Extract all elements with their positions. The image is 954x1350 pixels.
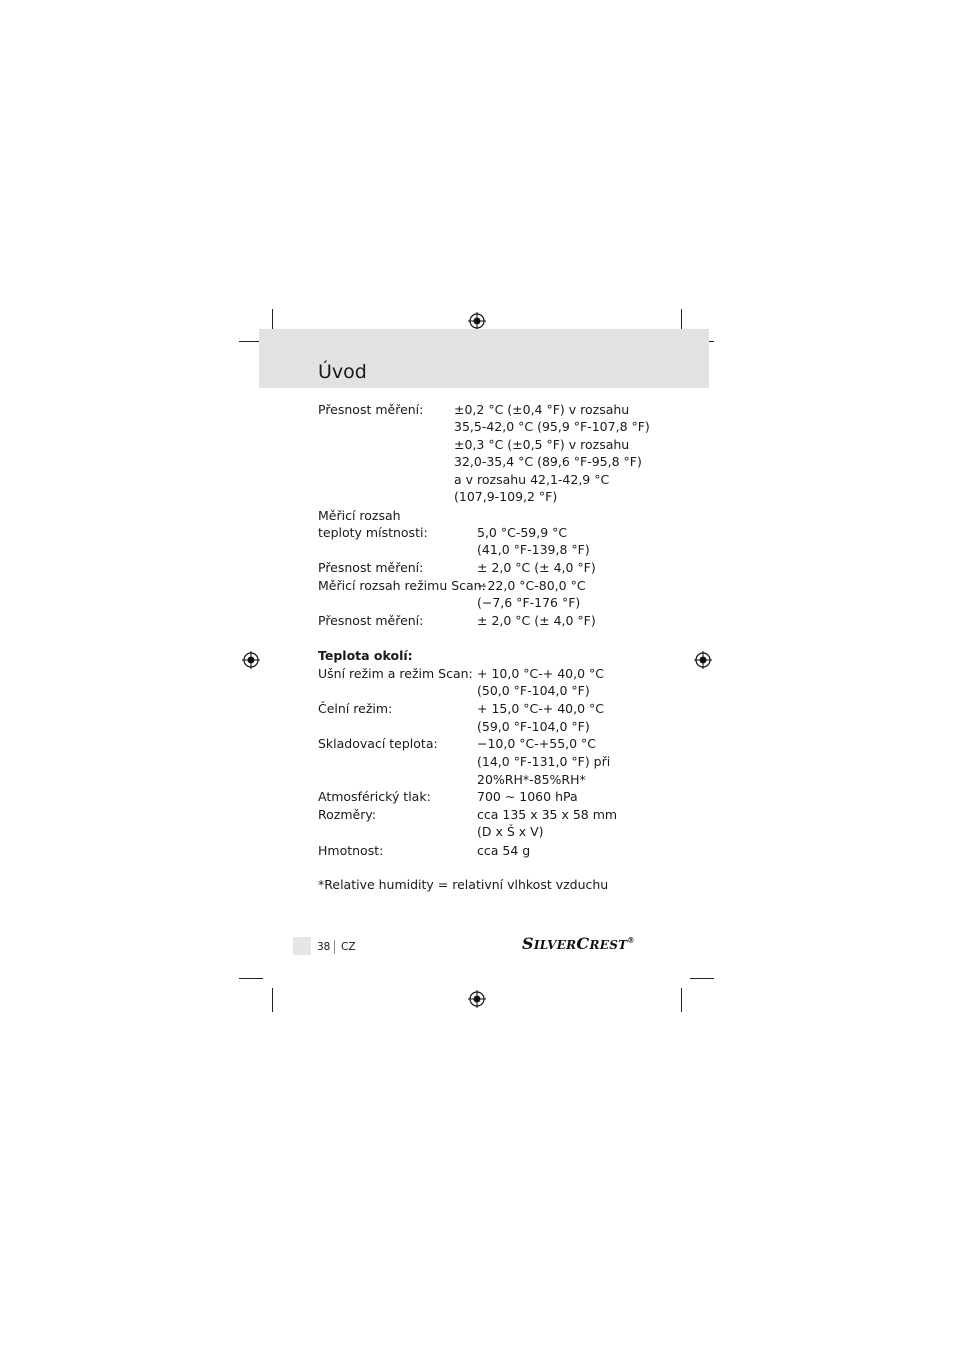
page-title: Úvod	[318, 361, 367, 383]
spec-value: (50,0 °F-104,0 °F)	[477, 683, 590, 698]
spec-value: cca 54 g	[477, 843, 531, 858]
spec-label: Čelní režim:	[318, 701, 393, 716]
spec-value: + 10,0 °C-+ 40,0 °C	[477, 666, 604, 681]
spec-label: Měřicí rozsah	[318, 508, 401, 523]
registration-mark-icon	[468, 312, 486, 330]
spec-value: ± 2,0 °C (± 4,0 °F)	[477, 613, 596, 628]
spec-label: Měřicí rozsah režimu Scan:	[318, 578, 486, 593]
spec-value: (59,0 °F-104,0 °F)	[477, 719, 590, 734]
spec-value: ±0,3 °C (±0,5 °F) v rozsahu	[454, 437, 630, 452]
spec-label: Atmosférický tlak:	[318, 789, 431, 804]
section-heading: Teplota okolí:	[318, 648, 413, 663]
footer-divider	[334, 940, 335, 954]
spec-value: 700 ~ 1060 hPa	[477, 789, 578, 804]
spec-value: ±0,2 °C (±0,4 °F) v rozsahu	[454, 402, 630, 417]
spec-label: teploty místnosti:	[318, 525, 428, 540]
crop-mark	[272, 988, 273, 1012]
footnote: *Relative humidity = relativní vlhkost vzduchu	[318, 877, 609, 892]
page-number: 38	[317, 941, 331, 953]
spec-label: Přesnost měření:	[318, 560, 424, 575]
spec-value: (107,9-109,2 °F)	[454, 489, 558, 504]
spec-value: (−7,6 °F-176 °F)	[477, 595, 581, 610]
spec-value: −10,0 °C-+55,0 °C	[477, 736, 597, 751]
language-code: CZ	[341, 941, 356, 953]
spec-label: Hmotnost:	[318, 843, 384, 858]
spec-label: Skladovací teplota:	[318, 736, 438, 751]
registration-mark-icon	[242, 651, 260, 669]
spec-label: Přesnost měření:	[318, 613, 424, 628]
page-tab	[293, 937, 311, 955]
spec-value: ± 2,0 °C (± 4,0 °F)	[477, 560, 596, 575]
crop-mark	[690, 978, 714, 979]
spec-value: + 15,0 °C-+ 40,0 °C	[477, 701, 604, 716]
spec-value: 5,0 °C-59,9 °C	[477, 525, 568, 540]
spec-label: Rozměry:	[318, 807, 377, 822]
registration-mark-icon	[468, 990, 486, 1008]
crop-mark	[239, 978, 263, 979]
spec-value: (14,0 °F-131,0 °F) při	[477, 754, 611, 769]
crop-mark	[681, 988, 682, 1012]
registration-mark-icon	[694, 651, 712, 669]
spec-label: Přesnost měření:	[318, 402, 424, 417]
spec-value: 32,0-35,4 °C (89,6 °F-95,8 °F)	[454, 454, 642, 469]
spec-label: Ušní režim a režim Scan:	[318, 666, 473, 681]
spec-value: −22,0 °C-80,0 °C	[477, 578, 586, 593]
spec-value: 35,5-42,0 °C (95,9 °F-107,8 °F)	[454, 419, 650, 434]
spec-value: a v rozsahu 42,1-42,9 °C	[454, 472, 610, 487]
spec-value: (41,0 °F-139,8 °F)	[477, 542, 590, 557]
spec-value: 20%RH*-85%RH*	[477, 772, 586, 787]
spec-value: cca 135 x 35 x 58 mm	[477, 807, 618, 822]
brand-logo: SILVERCREST®	[522, 934, 635, 953]
spec-value: (D x Š x V)	[477, 824, 544, 839]
